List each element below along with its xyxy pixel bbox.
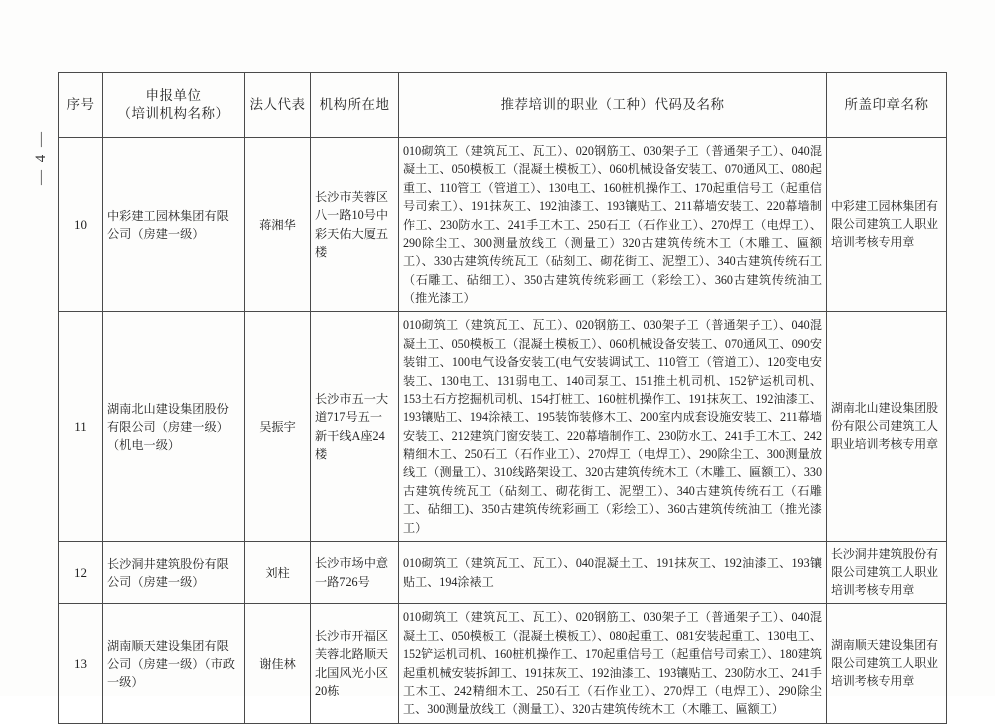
table-header-row (59, 73, 947, 138)
table-header (59, 73, 947, 138)
table-row (59, 138, 947, 312)
training-institutions-table (58, 72, 947, 724)
header-cell-seq: 序号 (59, 73, 103, 138)
cell-sequence-number: 10 (59, 138, 103, 312)
header-cell-representative: 法人代表 (245, 73, 311, 138)
cell-occupation-codes: 010砌筑工（建筑瓦工、瓦工）、040混凝土工、191抹灰工、192油漆工、193镶贴工、194涂裱工 (399, 541, 827, 604)
page-number-marker (24, 118, 58, 196)
cell-sequence-number: 12 (59, 541, 103, 604)
cell-occupation-codes: 010砌筑工（建筑瓦工、瓦工）、020钢筋工、030架子工（普通架子工）、040混凝土工、050模板工（混凝土模板工）、060机械设备安装工、070通风工、080起重工、110管工（管道工）、130电工、160桩机操作工、170起重信号工（起重信号司索工）、191抹灰工、192油漆工、193镶贴工、211幕墙安装工、220幕墙制作工、230防水工、241手工木工、250石工（石作业工）、270焊工（电焊工）、290除尘工、300测量放线工（测量工）320古建筑传统木工（木雕工、匾额工）、330古建筑传统瓦工（砧刻工、砌花街工、泥塑工）、340古建筑传统石工（石雕工、砧细工）、350古建筑传统彩画工（彩绘工）、360古建筑传统油工（推光漆工） (399, 138, 827, 312)
cell-stamp-name: 湖南顺天建设集团有限公司建筑工人职业培训考核专用章 (827, 604, 947, 723)
header-cell-occupations: 推荐培训的职业（工种）代码及名称 (399, 73, 827, 138)
cell-legal-representative: 刘柱 (245, 541, 311, 604)
header-cell-location: 机构所在地 (311, 73, 399, 138)
table-body (59, 138, 947, 724)
table-row (59, 312, 947, 542)
cell-occupation-codes: 010砌筑工（建筑瓦工、瓦工）、020钢筋工、030架子工（普通架子工）、040混凝土工、050模板工（混凝土模板工）、060机械设备安装工、070通风工、090安装钳工、100电气设备安装工(电气安装调试工、110管工（管道工）、120变电安装工、130电工、131弱电工、140司泵工、151推土机司机、152铲运机司机、153土石方挖掘机司机、154打桩工、160桩机操作工、191抹灰工、192油漆工、193镶贴工、194涂裱工、195装饰装修木工、200室内成套设施安装工、211幕墙安装工、212建筑门窗安装工、220幕墙制作工、230防水工、241手工木工、242精细木工、250石工（石作业工）、270焊工（电焊工）、290除尘工、300测量放线工（测量工）、310线路架设工、320古建筑传统木工（木雕工、匾额工）、330古建筑传统瓦工（砧刻工、砌花街工、泥塑工）、340古建筑传统石工（石雕工、砧细工)、350古建筑传统彩画工（彩绘工）、360古建筑传统油工（推光漆工） (399, 312, 827, 542)
cell-sequence-number: 11 (59, 312, 103, 542)
header-cell-stamp: 所盖印章名称 (827, 73, 947, 138)
cell-sequence-number: 13 (59, 604, 103, 723)
cell-institution-location: 长沙市芙蓉区八一路10号中彩天佑大厦五楼 (311, 138, 399, 312)
table-row (59, 541, 947, 604)
cell-institution-location: 长沙市五一大道717号五一新干线A座24楼 (311, 312, 399, 542)
table-row (59, 604, 947, 723)
cell-applicant-unit: 中彩建工园林集团有限公司（房建一级） (103, 138, 245, 312)
cell-occupation-codes: 010砌筑工（建筑瓦工、瓦工）、020钢筋工、030架子工（普通架子工）、040混凝土工、050模板工（混凝土模板工）、080起重工、081安装起重工、130电工、152铲运机司机、160桩机操作工、170起重信号工（起重信号司索工）、180建筑起重机械安装拆卸工、191抹灰工、192油漆工、193镶贴工、230防水工、241手工木工、242精细木工、250石工（石作业工）、270焊工（电焊工）、290除尘工、300测量放线工（测量工）、320古建筑传统木工（木雕工、匾额工） (399, 604, 827, 723)
header-unit-line1: 申报单位 (145, 87, 202, 103)
cell-legal-representative: 吴振宇 (245, 312, 311, 542)
header-unit-line2: （培训机构名称） (117, 106, 230, 121)
cell-applicant-unit: 湖南北山建设集团股份有限公司（房建一级）（机电一级） (103, 312, 245, 542)
cell-institution-location: 长沙市开福区芙蓉北路顺天北国风光小区20栋 (311, 604, 399, 723)
page-number-text: — 4 — (32, 129, 49, 185)
cell-institution-location: 长沙市场中意一路726号 (311, 541, 399, 604)
cell-stamp-name: 中彩建工园林集团有限公司建筑工人职业培训考核专用章 (827, 138, 947, 312)
cell-stamp-name: 湖南北山建设集团股份有限公司建筑工人职业培训考核专用章 (827, 312, 947, 542)
cell-applicant-unit: 长沙洞井建筑股份有限公司（房建一级） (103, 541, 245, 604)
header-cell-unit (103, 73, 245, 138)
cell-applicant-unit: 湖南顺天建设集团有限公司（房建一级）（市政一级） (103, 604, 245, 723)
cell-legal-representative: 谢佳林 (245, 604, 311, 723)
cell-legal-representative: 蒋湘华 (245, 138, 311, 312)
cell-stamp-name: 长沙洞井建筑股份有限公司建筑工人职业培训考核专用章 (827, 541, 947, 604)
